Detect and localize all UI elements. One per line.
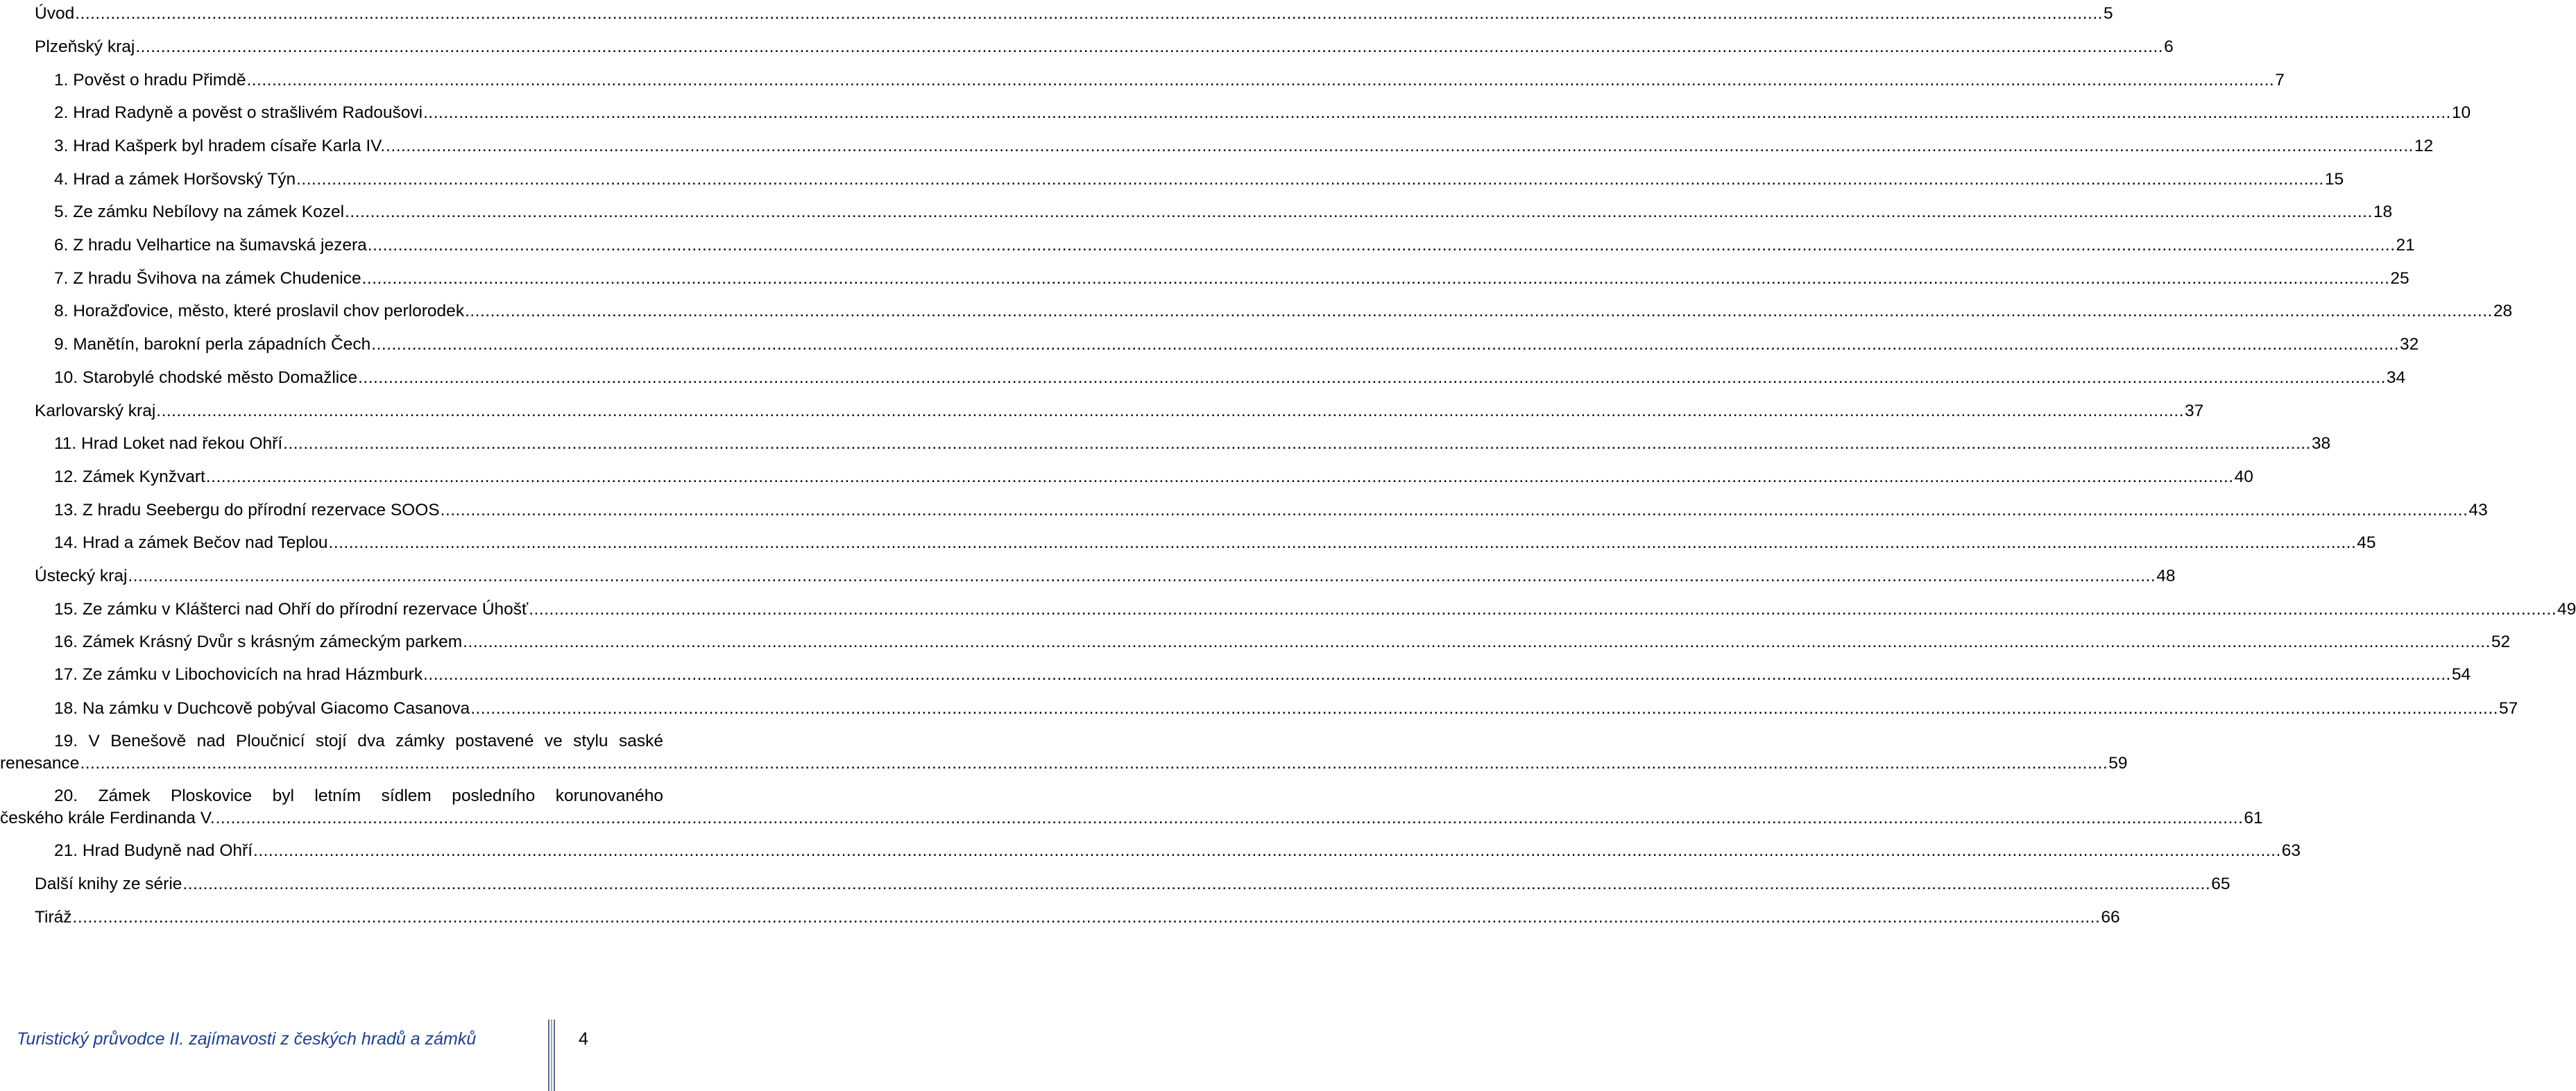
toc-page-number: 49 [2557,600,2576,619]
toc-entry-title: 13. Z hradu Seebergu do přírodní rezervace SOOS [54,501,440,519]
toc-entry[interactable] [0,300,2513,323]
toc-entry-title: 14. Hrad a zámek Bečov nad Teplou [54,533,328,552]
toc-entry[interactable] [0,532,2376,554]
toc-dot-leader: ................................................................................................................................................................................................................................................................................................................................................................................................................ [358,368,2386,387]
toc-page-number: 61 [2244,809,2263,827]
toc-entry[interactable] [0,268,2409,290]
toc-entry-title: 2. Hrad Radyně a pověst o strašlivém Radoušovi [54,103,423,122]
footer-title: Turistický průvodce II. zajímavosti z českých hradů a zámků [17,1029,477,1049]
toc-entry-title: Další knihy ze série [35,875,182,893]
toc-entry[interactable] [0,599,2576,621]
toc-page-number: 6 [2164,37,2174,56]
toc-page-number: 52 [2491,633,2511,651]
toc-dot-leader: ................................................................................................................................................................................................................................................................................................................................................................................................................ [440,501,2468,519]
toc-page-number: 34 [2386,368,2406,387]
toc-entry-title: 8. Horažďovice, město, které proslavil chov perlorodek [54,302,465,320]
toc-dot-leader: ................................................................................................................................................................................................................................................................................................................................................................................................................ [75,4,2103,23]
toc-dot-leader: ................................................................................................................................................................................................................................................................................................................................................................................................................ [361,269,2390,288]
toc-page-number: 65 [2211,875,2230,893]
toc-dot-leader: ................................................................................................................................................................................................................................................................................................................................................................................................................ [345,203,2373,221]
toc-entry-title: Plzeňský kraj [35,37,135,56]
toc-page-number: 5 [2103,4,2113,23]
toc-entry[interactable] [0,135,2434,157]
toc-entry[interactable] [0,698,2518,720]
toc-entry[interactable] [0,201,2393,223]
toc-dot-leader: ................................................................................................................................................................................................................................................................................................................................................................................................................ [253,841,2281,860]
toc-entry-title: 3. Hrad Kašperk byl hradem císaře Karla IV. [54,137,386,155]
toc-dot-leader: ................................................................................................................................................................................................................................................................................................................................................................................................................ [463,633,2491,651]
toc-entry-title: 5. Ze zámku Nebílovy na zámek Kozel [54,203,345,221]
toc-page-number: 32 [2400,335,2419,354]
toc-entry[interactable] [0,36,2174,58]
toc-entry-title: 18. Na zámku v Duchcově pobýval Giacomo Casanova [54,699,470,718]
toc-dot-leader: ................................................................................................................................................................................................................................................................................................................................................................................................................ [156,402,2185,420]
toc-entry-title: 9. Manětín, barokní perla západních Čech [54,335,371,354]
toc-page-number: 25 [2390,269,2409,288]
toc-entry[interactable] [0,499,2488,522]
toc-entry-title: Karlovarský kraj [35,402,156,420]
toc-dot-leader: ................................................................................................................................................................................................................................................................................................................................................................................................................ [80,754,2108,773]
toc-dot-leader: ................................................................................................................................................................................................................................................................................................................................................................................................................ [215,809,2244,827]
toc-page-number: 40 [2234,467,2253,486]
toc-entry-title: 19. V Benešově nad Ploučnicí stojí dva zámky postavené ve stylu saské [54,732,663,750]
toc-page-number: 12 [2414,137,2434,155]
toc-dot-leader: ................................................................................................................................................................................................................................................................................................................................................................................................................ [182,875,2211,893]
toc-entry[interactable] [0,367,2406,389]
toc-dot-leader: ................................................................................................................................................................................................................................................................................................................................................................................................................ [371,335,2400,354]
toc-entry-title: Tiráž [35,908,72,927]
toc-dot-leader: ................................................................................................................................................................................................................................................................................................................................................................................................................ [423,103,2451,122]
toc-page-number: 21 [2396,236,2415,255]
toc-dot-leader: ................................................................................................................................................................................................................................................................................................................................................................................................................ [328,533,2357,552]
toc-page-number: 59 [2108,754,2128,773]
toc-entry[interactable] [0,840,2301,862]
toc-page-number: 37 [2185,402,2204,420]
toc-dot-leader: ................................................................................................................................................................................................................................................................................................................................................................................................................ [470,699,2498,718]
toc-entry[interactable] [0,730,2128,775]
toc-page-number: 10 [2451,103,2471,122]
toc-dot-leader: ................................................................................................................................................................................................................................................................................................................................................................................................................ [423,665,2451,684]
toc-dot-leader: ................................................................................................................................................................................................................................................................................................................................................................................................................ [205,467,2234,486]
toc-entry-title: 12. Zámek Kynžvart [54,467,205,486]
toc-dot-leader: ................................................................................................................................................................................................................................................................................................................................................................................................................ [386,137,2414,155]
toc-page-number: 48 [2156,567,2176,585]
toc-dot-leader: ................................................................................................................................................................................................................................................................................................................................................................................................................ [128,567,2156,585]
toc-entry-title: 10. Starobylé chodské město Domažlice [54,368,358,387]
toc-page-number: 66 [2101,908,2120,927]
toc-entry-title: 20. Zámek Ploskovice byl letním sídlem posledního korunovaného [54,787,663,805]
toc-entry-title: Ústecký kraj [35,567,128,585]
toc-entry[interactable] [0,907,2120,929]
footer-divider [548,1020,555,1091]
toc-dot-leader: ................................................................................................................................................................................................................................................................................................................................................................................................................ [529,600,2557,619]
toc-page-number: 54 [2451,665,2471,684]
toc-entry-title: 6. Z hradu Velhartice na šumavská jezera [54,236,367,255]
toc-entry-title: 21. Hrad Budyně nad Ohří [54,841,253,860]
toc-page-number: 43 [2468,501,2488,519]
toc-page-number: 28 [2493,302,2513,320]
toc-entry-title: 11. Hrad Loket nad řekou Ohří [54,434,283,453]
toc-entry[interactable] [0,433,2331,455]
toc-entry[interactable] [0,169,2344,191]
toc-entry-title: 7. Z hradu Švihova na zámek Chudenice [54,269,361,288]
toc-dot-leader: ................................................................................................................................................................................................................................................................................................................................................................................................................ [465,302,2493,320]
toc-dot-leader: ................................................................................................................................................................................................................................................................................................................................................................................................................ [72,908,2101,927]
toc-entry[interactable] [0,334,2419,356]
toc-entry-title: 15. Ze zámku v Klášterci nad Ohří do přírodní rezervace Úhošť [54,600,529,619]
toc-dot-leader: ................................................................................................................................................................................................................................................................................................................................................................................................................ [367,236,2396,255]
toc-entry-title: 4. Hrad a zámek Horšovský Týn [54,170,296,189]
toc-page-number: 15 [2324,170,2344,189]
toc-entry[interactable] [0,631,2511,653]
toc-entry[interactable] [0,400,2204,422]
toc-entry[interactable] [0,873,2230,895]
toc-entry[interactable] [0,102,2471,124]
toc-entry[interactable] [0,3,2113,25]
toc-entry-title: 1. Pověst o hradu Přimdě [54,71,246,89]
toc-entry[interactable] [0,466,2253,488]
toc-page-number: 18 [2373,203,2393,221]
toc-entry[interactable] [0,785,2263,830]
toc-entry-title: Úvod [35,4,75,23]
toc-dot-leader: ................................................................................................................................................................................................................................................................................................................................................................................................................ [296,170,2324,189]
toc-entry-title-continuation: českého krále Ferdinanda V. [0,809,215,827]
toc-page-number: 7 [2275,71,2285,89]
toc-page-number: 45 [2357,533,2376,552]
toc-page-number: 63 [2281,841,2301,860]
toc-entry-title: 17. Ze zámku v Libochovicích na hrad Házmburk [54,665,423,684]
toc-entry[interactable] [0,664,2471,686]
toc-dot-leader: ................................................................................................................................................................................................................................................................................................................................................................................................................ [135,37,2164,56]
toc-dot-leader: ................................................................................................................................................................................................................................................................................................................................................................................................................ [246,71,2275,89]
toc-entry-title: 16. Zámek Krásný Dvůr s krásným zámeckým parkem [54,633,463,651]
toc-page-number: 38 [2311,434,2331,453]
toc-entry[interactable] [0,234,2415,257]
toc-entry[interactable] [0,69,2285,92]
toc-dot-leader: ................................................................................................................................................................................................................................................................................................................................................................................................................ [283,434,2311,453]
toc-page-number: 57 [2498,699,2518,718]
page-footer [0,1020,666,1091]
toc-entry[interactable] [0,565,2176,587]
toc-entry-title-continuation: renesance [0,754,80,773]
footer-page-number: 4 [579,1029,588,1049]
